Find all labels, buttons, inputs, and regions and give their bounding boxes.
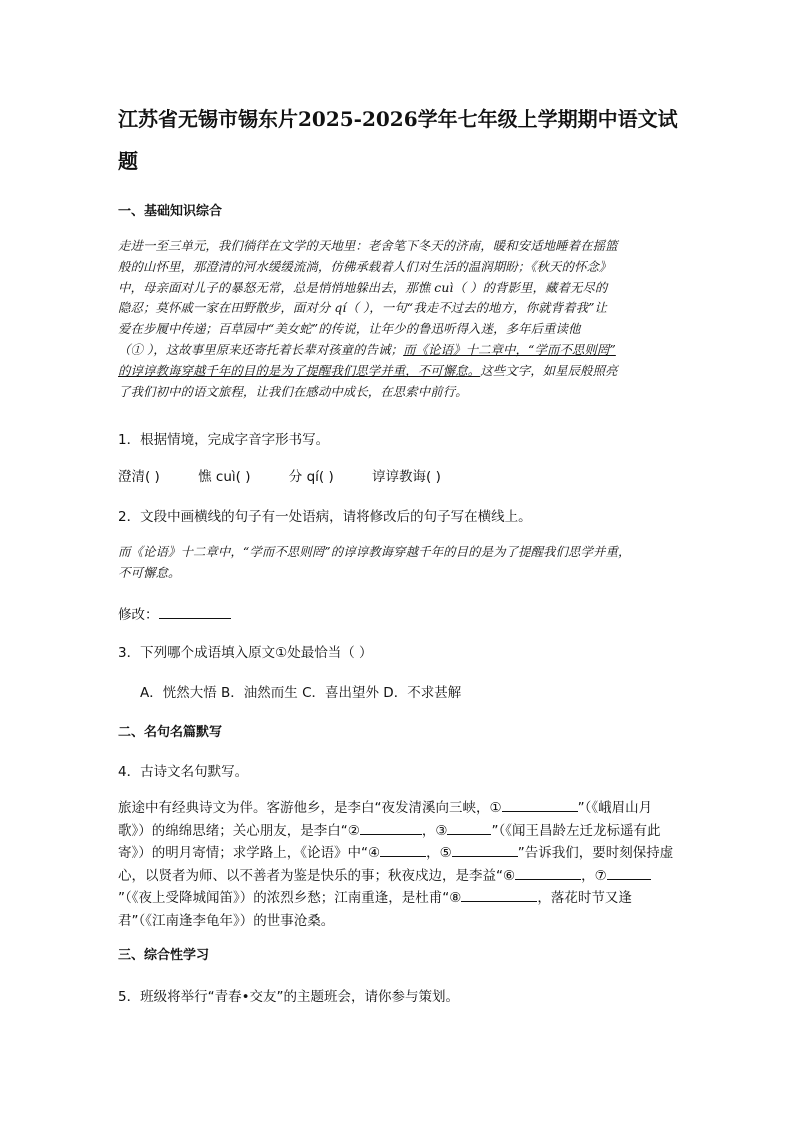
answer-blank[interactable] <box>515 865 581 880</box>
answer-blank[interactable] <box>360 820 422 835</box>
answer-blank[interactable] <box>159 604 231 619</box>
question-1-items <box>118 465 441 485</box>
blank-item[interactable]: 憔 cuì( ) <box>198 469 251 485</box>
answer-blank[interactable] <box>447 820 491 835</box>
passage-line: （① ），这故事里原来还寄托着长辈对孩童的告诫；而《论语》十二章中，“学而不思则罔” <box>118 341 616 357</box>
section-3-heading: 三、综合性学习 <box>118 948 210 963</box>
question-1: 1．根据情境，完成字音字形书写。 <box>118 432 330 448</box>
underlined-sentence: 的谆谆教诲穿越千年的目的是为了提醒我们思学并重，不可懈怠。 <box>118 362 481 378</box>
answer-blank[interactable] <box>461 887 537 902</box>
passage-line: 爱在步履中传递；百草园中“美女蛇”的传说，让年少的鲁迅听得入迷，多年后重读他 <box>118 321 581 337</box>
question-3-options[interactable]: A．恍然大悟 B．油然而生 C．喜出望外 D．不求甚解 <box>140 685 462 701</box>
blank-item[interactable]: 澄清( ) <box>118 469 160 485</box>
answer-blank[interactable] <box>452 842 518 857</box>
title-line-2: 题 <box>118 149 138 173</box>
answer-blank[interactable] <box>502 797 578 812</box>
question-2-sentence: 而《论语》十二章中，“学而不思则罔”的谆谆教诲穿越千年的目的是为了提醒我们思学并重， 不可懈怠。 <box>118 544 631 580</box>
answer-line: 修改： <box>118 603 231 623</box>
question-5: 5．班级将举行“青春•交友”的主题班会，请你参与策划。 <box>118 989 460 1005</box>
underlined-sentence: 而《论语》十二章中，“学而不思则罔” <box>403 341 616 357</box>
passage-line: 般的山怀里，那澄清的河水缓缓流淌，仿佛承载着人们对生活的温润期盼；《秋天的怀念》 <box>118 258 612 274</box>
question-2: 2．文段中画横线的句子有一处语病，请将修改后的句子写在横线上。 <box>118 509 532 525</box>
question-4-text: 旅途中有经典诗文为伴。客游他乡，是李白“夜发清溪向三峡，① ”（《峨眉山月歌》）的绵绵思绪；关心朋友，是李白“② ，③ ”（《闻王昌龄左迁龙标遥有此寄》）的明月寄情；求学路上，《论语》中“④ ，⑤ ”告诉我们，要时刻保持虚心，以贤者为师、以不善者为鉴是快乐的事；秋夜戍边，是李益“⑥ ，⑦”（《夜上受降城闻笛》）的浓烈乡愁；江南重逢，是杜甫“⑧ ，落花时节又逢君”（《江南逢李龟年》）的世事沧桑。 <box>118 797 678 932</box>
passage-line: 走进一至三单元，我们徜徉在文学的天地里：老舍笔下冬天的济南，暖和安适地睡着在摇篮 <box>118 238 618 253</box>
passage-line: 隐忍；莫怀戚一家在田野散步，面对分 qí（ ），一句“我走不过去的地方，你就背着我”让 <box>118 300 607 316</box>
question-3: 3．下列哪个成语填入原文①处最恰当（ ） <box>118 645 373 661</box>
blank-item[interactable]: 分 qí( ) <box>288 469 334 485</box>
reading-passage <box>118 236 678 402</box>
passage-line: 了我们初中的语文旅程，让我们在感动中成长，在思索中前行。 <box>118 383 468 399</box>
answer-blank[interactable] <box>380 842 426 857</box>
exam-title <box>118 98 678 182</box>
section-1-heading: 一、基础知识综合 <box>118 204 223 219</box>
question-4: 4．古诗文名句默写。 <box>118 764 249 780</box>
blank-item[interactable]: 谆谆教诲( ) <box>372 469 441 485</box>
answer-blank[interactable] <box>607 865 651 880</box>
passage-line: 的谆谆教诲穿越千年的目的是为了提醒我们思学并重，不可懈怠。这些文字，如星辰般照亮 <box>118 362 618 378</box>
title-line-1: 江苏省无锡市锡东片2025-2026学年七年级上学期期中语文试 <box>118 107 678 131</box>
passage-line: 中，母亲面对儿子的暴怒无常，总是悄悄地躲出去，那憔 cuì（ ）的背影里，藏着无尽的 <box>118 279 608 295</box>
section-2-heading: 二、名句名篇默写 <box>118 725 223 740</box>
